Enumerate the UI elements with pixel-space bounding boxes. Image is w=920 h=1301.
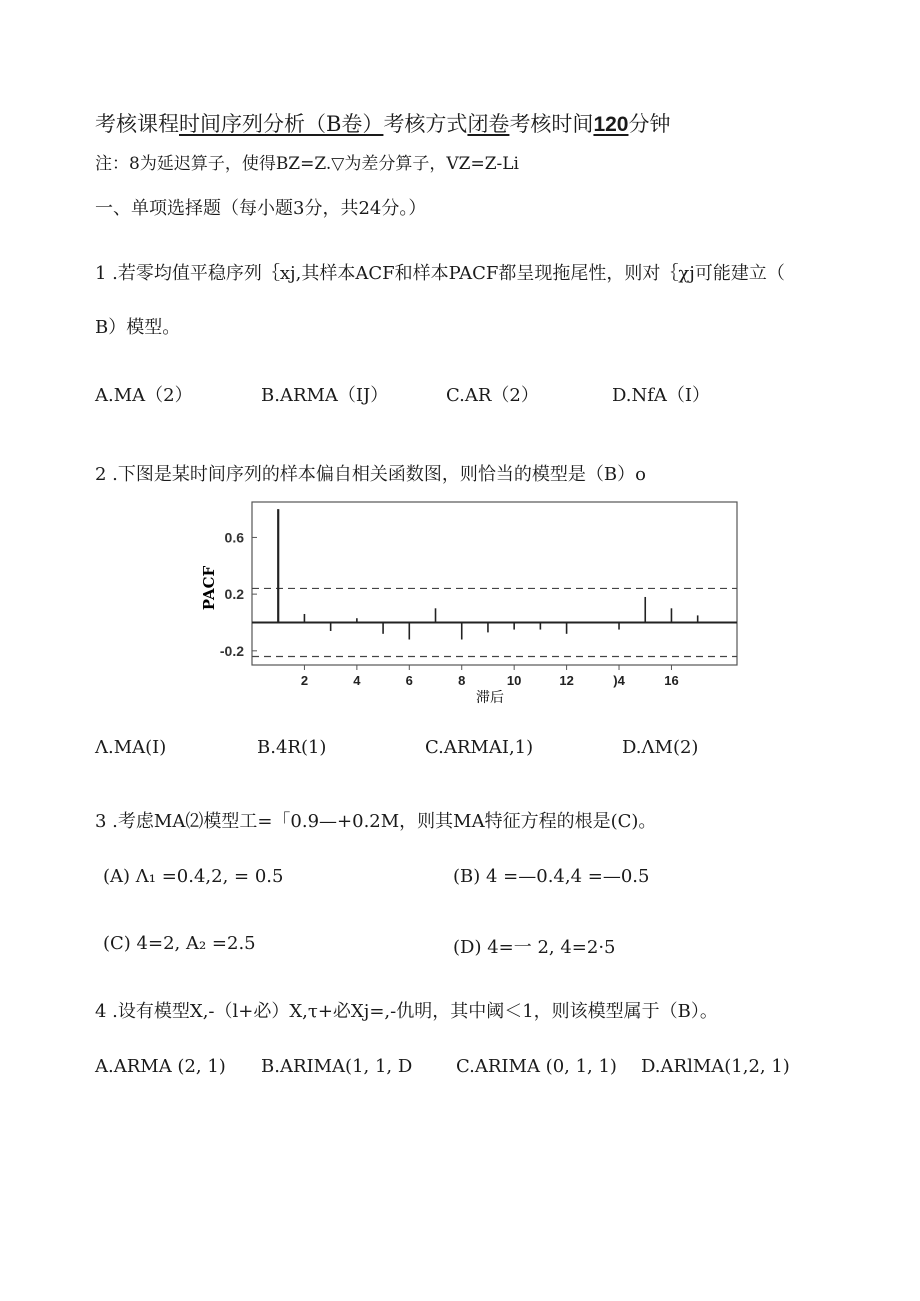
course-name: 时间序列分析（B卷） xyxy=(179,112,384,136)
question-1-option-c: C.AR（2） xyxy=(446,385,539,406)
note: 注：8为延迟算子，使得BZ=Z.▽为差分算子，VZ=Z-Li xyxy=(95,154,519,174)
question-4-option-c: C.ARIMA (0, 1, 1) xyxy=(456,1056,617,1077)
y-axis-label: PACF xyxy=(200,565,218,611)
question-2-option-d: D.ΛM(2) xyxy=(622,737,699,758)
question-2-option-a: Λ.MA(I) xyxy=(95,737,167,758)
question-2-option-c: C.ARMAI,1) xyxy=(425,737,534,758)
question-1-text: 1 .若零均值平稳序列｛xj,其样本ACF和样本PACF都呈现拖尾性，则对｛χj可能建立（ xyxy=(95,263,785,284)
exam-mode: 闭卷 xyxy=(467,112,510,136)
exam-header: 考核课程时间序列分析（B卷）考核方式闭卷考核时间120分钟 xyxy=(95,112,671,136)
question-4-option-b: B.ARIMA(1, 1, D xyxy=(261,1056,413,1077)
question-1-text-cont: B）模型。 xyxy=(95,317,181,338)
question-4-option-a: A.ARMA (2, 1) xyxy=(95,1056,226,1077)
question-2-text: 2 .下图是某时间序列的样本偏自相关函数图，则恰当的模型是（B）o xyxy=(95,464,646,485)
x-tick-label: )4 xyxy=(613,673,625,688)
x-tick-label: 4 xyxy=(353,673,361,688)
x-tick-label: 6 xyxy=(405,673,413,688)
x-tick-label: 8 xyxy=(458,673,466,688)
y-tick-label: 0.2 xyxy=(224,586,244,603)
x-tick-label: 2 xyxy=(300,673,309,688)
question-3-option-d: (D) 4=一 2, 4=2·5 xyxy=(453,937,616,958)
question-3-text: 3 .考虑MA⑵模型工=「0.9—+0.2M，则其MA特征方程的根是(C)。 xyxy=(95,811,657,832)
question-3-option-a: (A) Λ₁ =0.4,2, = 0.5 xyxy=(103,866,284,887)
section-heading: 一、单项选择题（每小题3分，共24分。） xyxy=(95,198,427,219)
question-1-option-a: A.MA（2） xyxy=(95,385,193,406)
question-3-option-b: (B) 4 =—0.4,4 =—0.5 xyxy=(453,866,650,887)
question-2-option-b: B.4R(1) xyxy=(257,737,327,758)
pacf-chart xyxy=(0,495,920,715)
y-tick-label: -0.2 xyxy=(219,642,244,659)
exam-time: 120 xyxy=(593,113,629,136)
question-4-text: 4 .设有模型X,-（l+必）X,τ+必Xj=,-仇明，其中阈＜1，则该模型属于（B）。 xyxy=(95,1001,718,1022)
plot-frame xyxy=(252,502,737,665)
y-tick-label: 0.6 xyxy=(224,529,244,546)
x-tick-label: 12 xyxy=(559,673,574,688)
x-tick-label: 16 xyxy=(664,673,679,688)
question-4-option-d: D.ARlMA(1,2, 1) xyxy=(641,1056,790,1077)
question-1-option-b: B.ARMA（IJ） xyxy=(261,385,389,406)
x-axis-label: 滞后 xyxy=(476,690,504,706)
question-3-option-c: (C) 4=2, A₂ =2.5 xyxy=(103,933,256,954)
x-tick-label: 10 xyxy=(506,673,522,688)
question-1-option-d: D.NfA（I） xyxy=(612,385,711,406)
